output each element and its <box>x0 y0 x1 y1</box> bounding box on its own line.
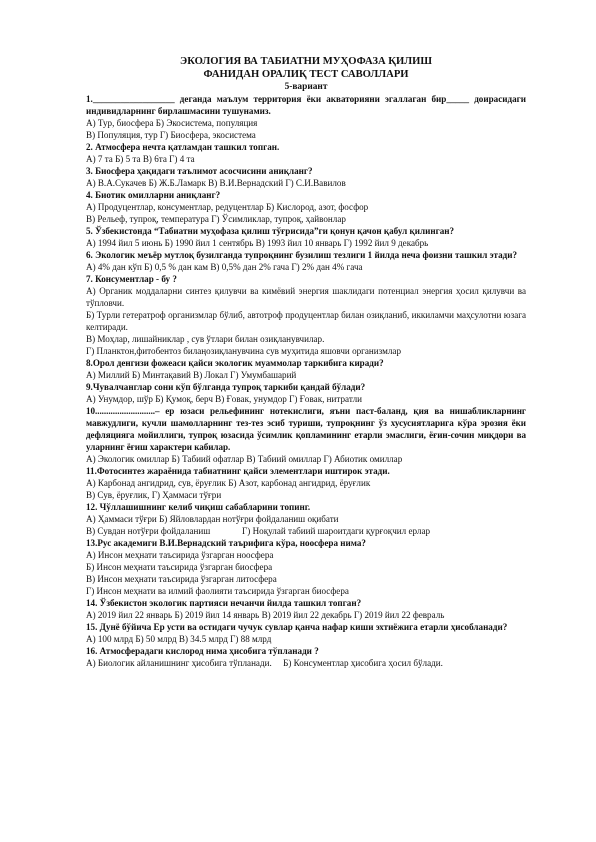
question-5 <box>86 225 526 249</box>
answer-options: А) Унумдор, шўр Б) Қумоқ, берч В) Ғовак, унумдор Г) Ғовак, нитратли <box>86 394 362 404</box>
question-text: 3. Биосфера ҳақидаги таълимот асосчисини аниқланг? <box>86 166 313 176</box>
question-text: 8.Орол денгизи фожеаси қайси экологик муаммолар таркибига киради? <box>86 358 384 368</box>
question-11 <box>86 465 526 501</box>
answer-option-a: А) Инсон меҳнати таъсирида ўзгарган ноосфера <box>86 550 274 560</box>
answer-option-a: А) Органик моддаларни синтез қилувчи ва кимёвий энергия шаклидаги потенциал энергия ҳосил қилувчи ва тўпловчи. <box>86 286 526 308</box>
question-text: 4. Биотик омилларни аниқланг? <box>86 190 221 200</box>
answer-option-c: В) Моҳлар, лишайниклар , сув ўтлари билан озиқланувчилар. <box>86 334 325 344</box>
question-text: 12. Чўллашишнинг келиб чиқиш сабабларини топинг. <box>86 502 311 512</box>
question-12 <box>86 501 526 537</box>
question-text: 1.__________________ деганда маълум территория ёки акваторияни эгаллаган бир_____ доирасидаги индивидларнинг бирлашмасини тушунамиз. <box>86 94 526 116</box>
question-14 <box>86 597 526 621</box>
answer-options: А) В.А.Сукачев Б) Ж.Б.Ламарк В) В.И.Вернадский Г) С.И.Вавилов <box>86 178 346 188</box>
answer-option-c: В) Инсон меҳнати таъсирида ўзгарган литосфера <box>86 574 277 584</box>
answer-options: В) Сувдан нотўғри фойдаланиш Г) Ноқулай табиий шароитдаги қурғоқчил ерлар <box>86 526 431 536</box>
answer-options: В) Популяция, тур Г) Биосфера, экосистема <box>86 130 256 140</box>
question-16 <box>86 645 526 669</box>
question-15 <box>86 621 526 645</box>
answer-options: А) 100 млрд Б) 50 млрд В) 34.5 млрд Г) 88 млрд <box>86 634 272 644</box>
question-8 <box>86 357 526 381</box>
variant-label: 5-вариант <box>284 82 328 92</box>
question-text: 11.Фотосинтез жараёнида табиатнинг қайси элементлари иштирок этади. <box>86 466 390 476</box>
question-9 <box>86 381 526 405</box>
answer-options: А) Продуцентлар, консументлар, редуцентлар Б) Кислород, азот, фосфор <box>86 202 369 212</box>
question-3 <box>86 165 526 189</box>
question-10 <box>86 405 526 465</box>
question-text: 7. Консументлар - бу ? <box>86 274 177 284</box>
question-text: 15. Дунё бўйича Ер усти ва остидаги чучук сувлар қанча нафар киши эхтиёжига етарли ҳисобланади? <box>86 622 508 632</box>
question-6 <box>86 249 526 273</box>
question-text: 5. Ўзбекистонда “Табиатни муҳофаза қилиш тўғрисида”ги қонун қачон қабул қилинган? <box>86 226 455 236</box>
question-text: 9.Чувалчанглар сони кўп бўлганда тупроқ таркиби қандай бўлади? <box>86 382 366 392</box>
answer-options: А) Тур, биосфера Б) Экосистема, популяция <box>86 118 258 128</box>
question-text: 14. Ўзбекистон экологик партияси нечанчи йилда ташкил топган? <box>86 598 362 608</box>
question-text: 6. Экологик меъёр мутлоқ бузилганда тупроқнинг бузилиш тезлиги 1 йилда неча фоизни ташкил этади? <box>86 250 518 260</box>
answer-options: А) 2019 йил 22 январь Б) 2019 йил 14 январь В) 2019 йил 22 декабрь Г) 2019 йил 22 февраль <box>86 610 445 620</box>
answer-options: А) Ҳаммаси тўғри Б) Яйловлардан нотўғри фойдаланиш оқибати <box>86 514 339 524</box>
answer-options: А) 4% дан кўп Б) 0,5 % дан кам В) 0,5% дан 2% гача Г) 2% дан 4% гача <box>86 262 363 272</box>
question-2 <box>86 141 526 165</box>
answer-options: А) Миллий Б) Минтақавий В) Локал Г) Умумбашарий <box>86 370 297 380</box>
answer-options: А) 7 та Б) 5 та В) 6та Г) 4 та <box>86 154 195 164</box>
question-text: 2. Атмосфера нечта қатламдан ташкил топган. <box>86 142 280 152</box>
answer-option-d: Г) Планктон,фитобентоз билаңозиқланувчина сув муҳитида яшовчи организмлар <box>86 346 401 356</box>
document-title-line2: ФАНИДАН ОРАЛИҚ ТЕСТ САВОЛЛАРИ <box>203 68 409 80</box>
question-13 <box>86 537 526 597</box>
answer-options: А) Биологик айланишнинг ҳисобига тўпланади. Б) Консументлар ҳисобига ҳосил бўлади. <box>86 658 443 668</box>
document-title-line1: ЭКОЛОГИЯ ВА ТАБИАТНИ МУҲОФАЗА ҚИЛИШ <box>180 56 432 67</box>
answer-option-b: Б) Турли гетератроф организмлар бўлиб, автотроф продуцентлар билан озиқланиб, иккиламчи маҳсулотни юзага келтиради. <box>86 310 526 332</box>
answer-options: А) Экологик омиллар Б) Табиий офатлар В) Табиий омиллар Г) Абиотик омиллар <box>86 454 403 464</box>
answer-options: В) Рельеф, тупроқ, температура Г) Ўсимликлар, тупроқ, ҳайвонлар <box>86 214 346 224</box>
question-text: 16. Атмосферадаги кислород нима ҳисобига тўпланади ? <box>86 646 319 656</box>
question-4 <box>86 189 526 225</box>
answer-option-b: Б) Инсон меҳнати таъсирида ўзгарган биосфера <box>86 562 273 572</box>
question-text: 13.Рус академиги В.И.Вернадский таърифига кўра, ноосфера нима? <box>86 538 366 548</box>
answer-options: А) Карбонад ангидрид, сув, ёруғлик Б) Азот, карбонад ангидрид, ёруғлик <box>86 478 371 488</box>
question-7 <box>86 273 526 357</box>
question-text: 10...........................– ер юзаси рельефининг нотекислиги, яъни паст-баланд, қия ва нишабликларнинг мавжудлиги, кучли шамолларнинг тез-тез эсиб туриши, тупроқнинг ўз хусусиятларига кўра эрозия ёки дефляцияга мойиллиги, тупроқ юзасида ўсимлик қопламининг етарли эмаслиги, ёғин-сочин миқдори ва уларнинг ёғиш характери кабилар. <box>86 406 526 452</box>
question-1 <box>86 93 526 141</box>
answer-options: В) Сув, ёруғлик, Г) Ҳаммаси тўғри <box>86 490 222 500</box>
answer-option-d: Г) Инсон меҳнати ва илмий фаолияти таъсирида ўзгарган биосфера <box>86 586 349 596</box>
answer-options: А) 1994 йил 5 июнь Б) 1990 йил 1 сентябрь В) 1993 йил 10 январь Г) 1992 йил 9 декабрь <box>86 238 429 248</box>
